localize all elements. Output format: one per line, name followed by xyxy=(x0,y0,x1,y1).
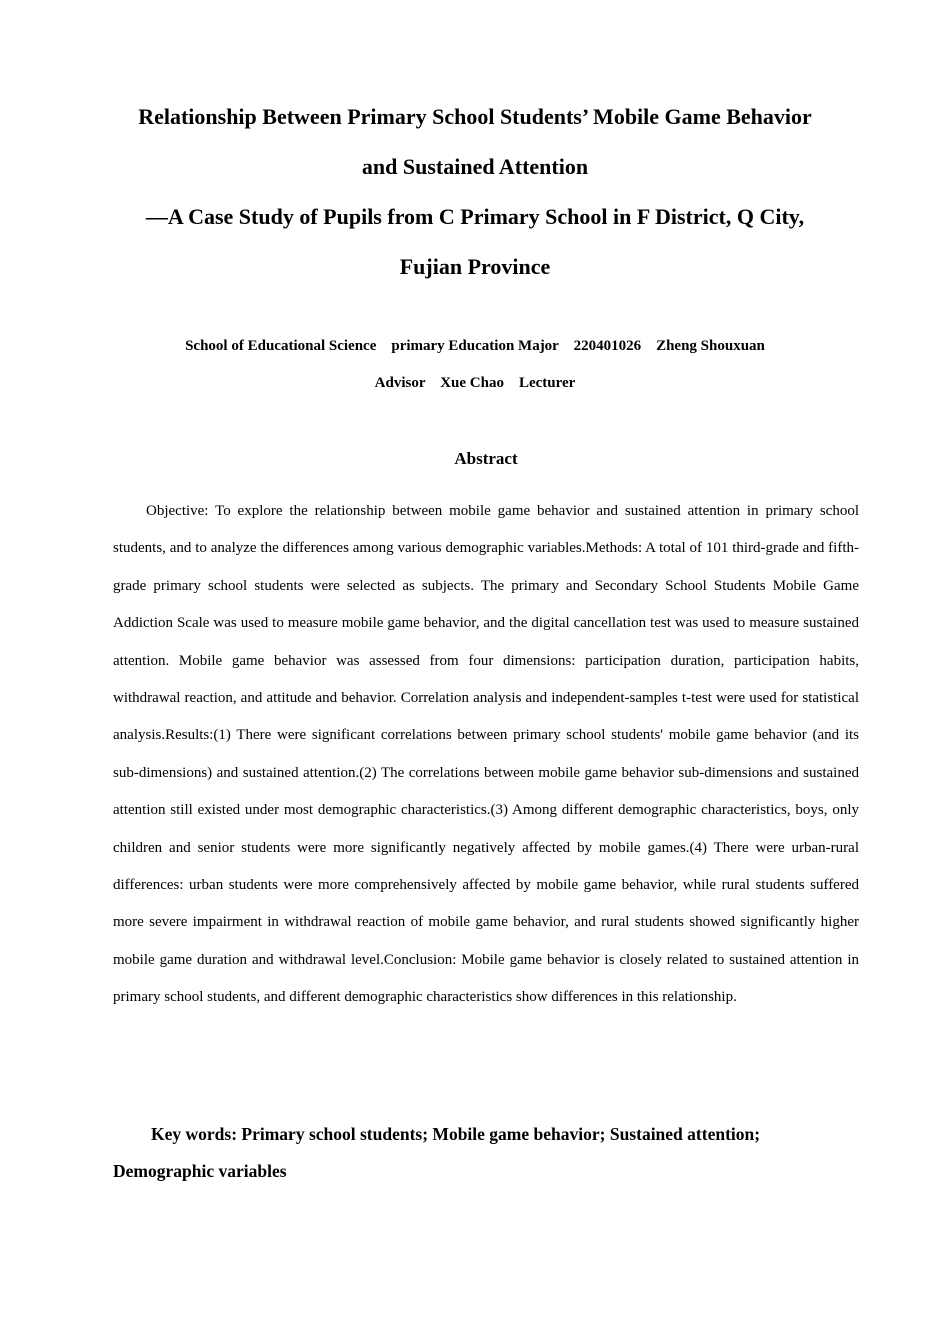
advisor-label: Advisor xyxy=(374,375,426,391)
title-line-2: and Sustained Attention xyxy=(361,154,589,179)
author-info xyxy=(0,339,950,354)
title-line-1: Relationship Between Primary School Students’ Mobile Game Behavior xyxy=(138,104,812,129)
advisor-name: Xue Chao xyxy=(440,375,504,391)
keywords: Key words: Primary school students; Mobile game behavior; Sustained attention; Demographic variables xyxy=(113,1124,761,1181)
abstract-heading: Abstract xyxy=(454,449,518,468)
author-name: Zheng Shouxuan xyxy=(656,338,765,354)
advisor-info xyxy=(0,376,950,391)
major-name: primary Education Major xyxy=(391,338,559,354)
abstract-body: Objective: To explore the relationship between mobile game behavior and sustained attention in primary school students, and to analyze the differences among various demographic variables.Methods: A total of 101 third-grade and fifth-grade primary school students were selected as subjects. The primary and Secondary School Students Mobile Game Addiction Scale was used to measure mobile game behavior, and the digital cancellation test was used to measure sustained attention. Mobile game behavior was assessed from four dimensions: participation duration, participation habits, withdrawal reaction, and attitude and behavior. Correlation analysis and independent-samples t-test were used for statistical analysis.Results:(1) There were significant correlations between primary school students' mobile game behavior (and its sub-dimensions) and sustained attention.(2) The correlations between mobile game behavior sub-dimensions and sustained attention still existed under most demographic characteristics.(3) Among different demographic characteristics, boys, only children and senior students were more significantly negatively affected by mobile games.(4) There were urban-rural differences: urban students were more comprehensively affected by mobile game behavior, while rural students suffered more severe impairment in withdrawal reaction of mobile game behavior, and rural students showed significantly higher mobile game duration and withdrawal level.Conclusion: Mobile game behavior is closely related to sustained attention in primary school students, and different demographic characteristics show differences in this relationship. xyxy=(113,503,859,1006)
student-id: 220401026 xyxy=(573,338,642,354)
subtitle-line-1: —A Case Study of Pupils from C Primary School in F District, Q City, xyxy=(145,204,805,229)
advisor-title: Lecturer xyxy=(518,375,576,391)
subtitle-line-2: Fujian Province xyxy=(399,254,551,279)
school-name: School of Educational Science xyxy=(185,338,377,354)
